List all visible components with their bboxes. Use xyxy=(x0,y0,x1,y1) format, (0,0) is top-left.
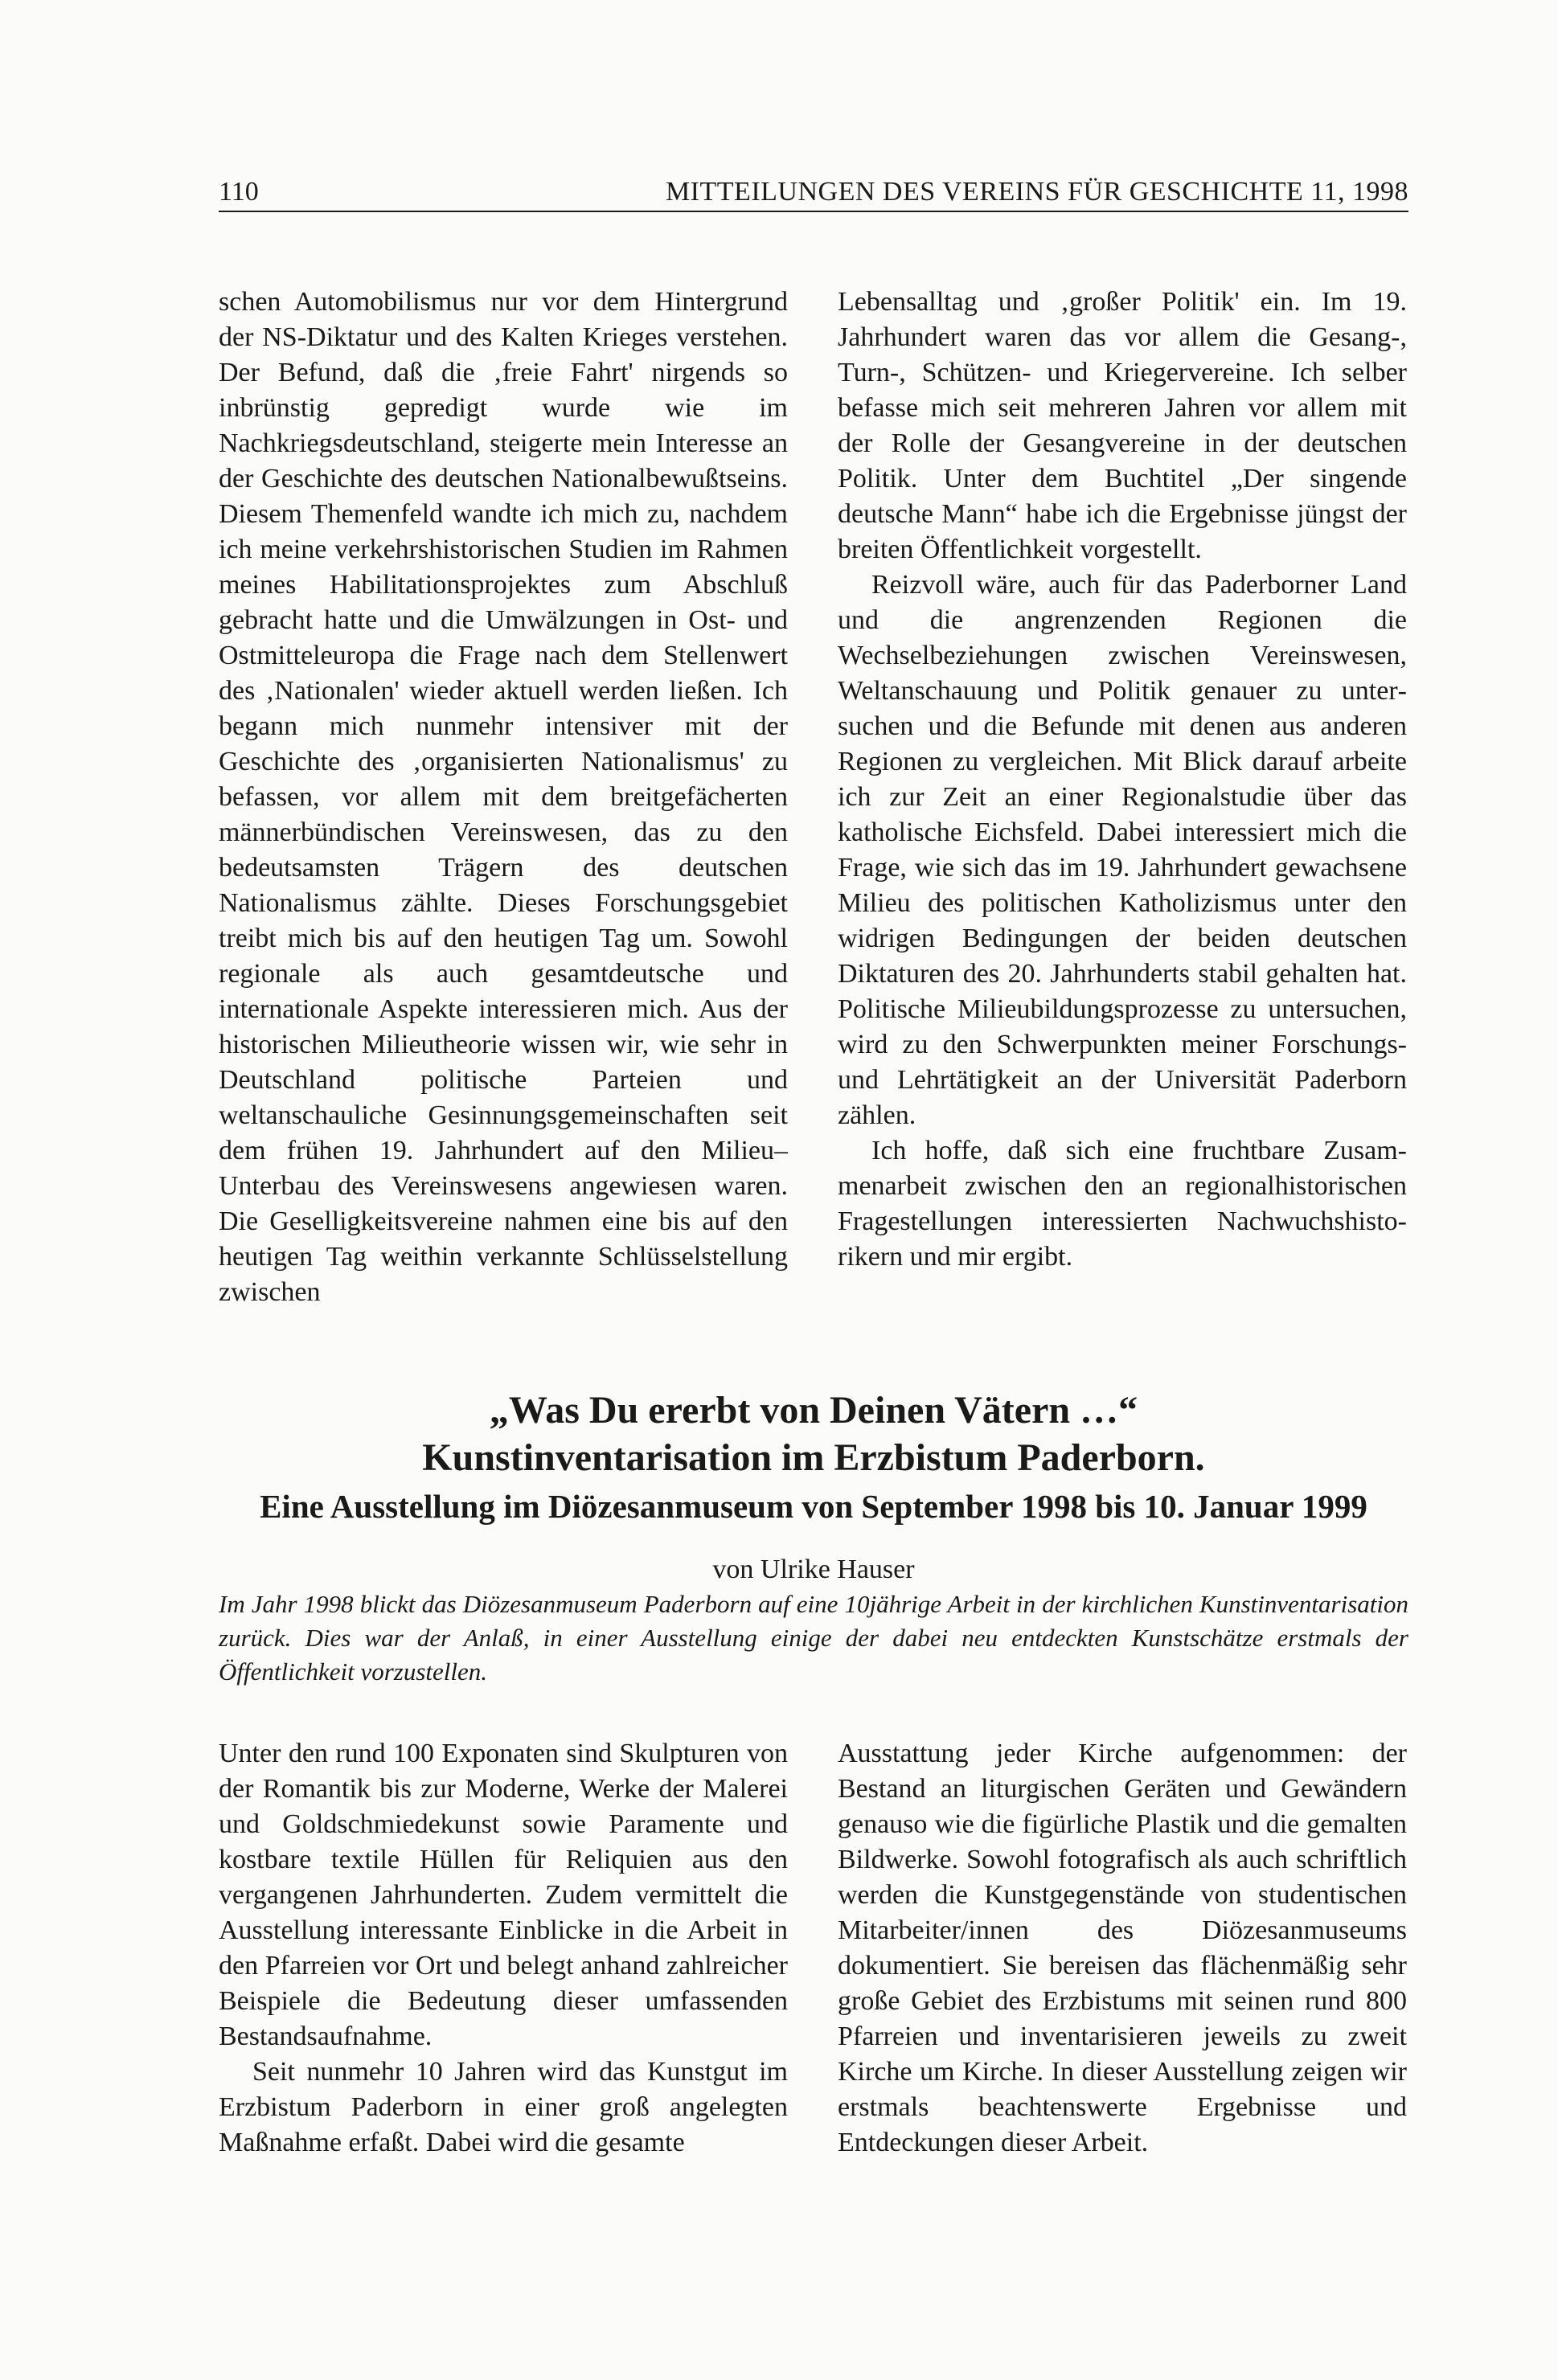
running-header xyxy=(219,174,1408,212)
article-subtitle: Kunstinventarisation im Erzbistum Paderborn. xyxy=(422,1436,1205,1479)
column-bottom-left xyxy=(219,1736,788,2161)
page-number: 110 xyxy=(219,177,259,207)
paragraph: Reizvoll wäre, auch für das Paderborner Land und die angrenzenden Regionen die Wechselbeziehungen zwischen Vereinswesen, Weltanschauung und Politik genauer zu untersuchen und die Befunde mit denen aus anderen Regionen zu vergleichen. Mit Blick darauf arbeite ich zur Zeit an einer Regionalstudie über das katholische Eichsfeld. Dabei interessiert mich die Frage, wie sich das im 19. Jahrhundert gewachsene Milieu des politischen Katholizismus unter den widrigen Bedingungen der beiden deutschen Diktaturen des 20. Jahrhunderts stabil gehalten hat. Politische Milieubildungsprozesse zu untersuchen, wird zu den Schwerpunkten meiner Forschungs- und Lehrtätigkeit an der Universität Paderborn zählen. xyxy=(838,570,1407,1130)
paragraph: schen Automobilismus nur vor dem Hintergrund der NS-Diktatur und des Kalten Krieges verstehen. Der Befund, daß die ‚freie Fahrt' nirgends so inbrünstig gepredigt wurde wie im Nachkriegsdeutschland, steigerte mein Interesse an der Geschichte des deutschen Nationalbewußtseins. Diesem Themenfeld wandte ich mich zu, nachdem ich meine verkehrshistorischen Studien im Rahmen meines Habilitationsprojektes zum Abschluß gebracht hatte und die Umwälzungen in Ost- und Ostmitteleuropa die Frage nach dem Stellenwert des ‚Nationalen' wieder aktuell werden ließen. Ich begann mich nunmehr intensiver mit der Geschichte des ‚organisierten Nationalismus' zu befassen, vor allem mit dem breitgefächerten männerbündischen Vereinswesen, das zu den bedeutsamsten Trägern des deutschen Nationalismus zählte. Dieses Forschungsgebiet treibt mich bis auf den heutigen Tag um. Sowohl regionale als auch gesamtdeutsche und internationale Aspekte interessieren mich. Aus der historischen Milieutheorie wissen wir, wie sehr in Deutschland politische Parteien und weltanschauliche Gesinnungsgemeinschaften seit dem frühen 19. Jahrhundert auf den Milieu–Unterbau des Vereinswesens angewiesen waren. Die Geselligkeitsvereine nahmen eine bis auf den heutigen Tag weithin verkannte Schlüsselstellung zwischen xyxy=(219,287,788,1307)
article-abstract: Im Jahr 1998 blickt das Diözesanmuseum Paderborn auf eine 10jährige Arbeit in der kirchlichen Kunstinventarisation zurück. Dies war der Anlaß, in einer Ausstellung einige der dabei neu entdeckten Kunstschätze erstmals der Öffentlichkeit vorzustellen. xyxy=(219,1590,1408,1686)
article-subtitle-exhibition: Eine Ausstellung im Diözesanmuseum von September 1998 bis 10. Januar 1999 xyxy=(260,1488,1367,1525)
paragraph: Unter den rund 100 Exponaten sind Skulpturen von der Romantik bis zur Moderne, Werke der Malerei und Goldschmiedekunst sowie Paramente und kostbare textile Hüllen für Reliquien aus den vergangenen Jahrhunderten. Zudem vermittelt die Ausstellung interessante Einblicke in die Arbeit in den Pfarreien vor Ort und belegt anhand zahlreicher Beispiele die Bedeutung dieser umfassenden Bestandsaufnahme. xyxy=(219,1739,788,2051)
article-title: „Was Du ererbt von Deinen Vätern …“ xyxy=(489,1389,1138,1432)
column-top-right xyxy=(838,285,1407,1275)
paragraph: Lebensalltag und ‚großer Politik' ein. Im 19. Jahrhundert waren das vor allem die Gesang-, Turn-, Schützen- und Kriegervereine. Ich selber befasse mich seit mehreren Jahren vor allem mit der Rolle der Gesangvereine in der deutschen Politik. Unter dem Buchtitel „Der singende deutsche Mann“ habe ich die Ergebnisse jüngst der breiten Öffentlichkeit vorgestellt. xyxy=(838,287,1407,564)
paragraph: Ich hoffe, daß sich eine fruchtbare Zusammenarbeit zwischen den an regionalhistorischen Fragestellungen interessierten Nachwuchshistorikern und mir ergibt. xyxy=(838,1136,1407,1272)
column-top-left xyxy=(219,285,788,1310)
column-bottom-right xyxy=(838,1736,1407,2161)
paragraph: Ausstattung jeder Kirche aufgenommen: der Bestand an liturgischen Geräten und Gewändern genauso wie die figürliche Plastik und die gemalten Bildwerke. Sowohl fotografisch als auch schriftlich werden die Kunstgegenstände von studentischen Mitarbeiter/innen des Diözesanmuseums dokumentiert. Sie bereisen das flächenmäßig sehr große Gebiet des Erzbistums mit seinen rund 800 Pfarreien und inventarisieren jeweils zu zweit Kirche um Kirche. In dieser Ausstellung zeigen wir erstmals beachtenswerte Ergebnisse und Entdeckungen dieser Arbeit. xyxy=(838,1739,1407,2157)
paragraph: Seit nunmehr 10 Jahren wird das Kunstgut im Erzbistum Paderborn in einer groß angelegten Maßnahme erfaßt. Dabei wird die gesamte xyxy=(219,2057,788,2157)
article-heading xyxy=(219,1387,1408,1587)
journal-title: MITTEILUNGEN DES VEREINS FÜR GESCHICHTE 11, 1998 xyxy=(665,177,1408,207)
article-byline: von Ulrike Hauser xyxy=(712,1555,915,1584)
